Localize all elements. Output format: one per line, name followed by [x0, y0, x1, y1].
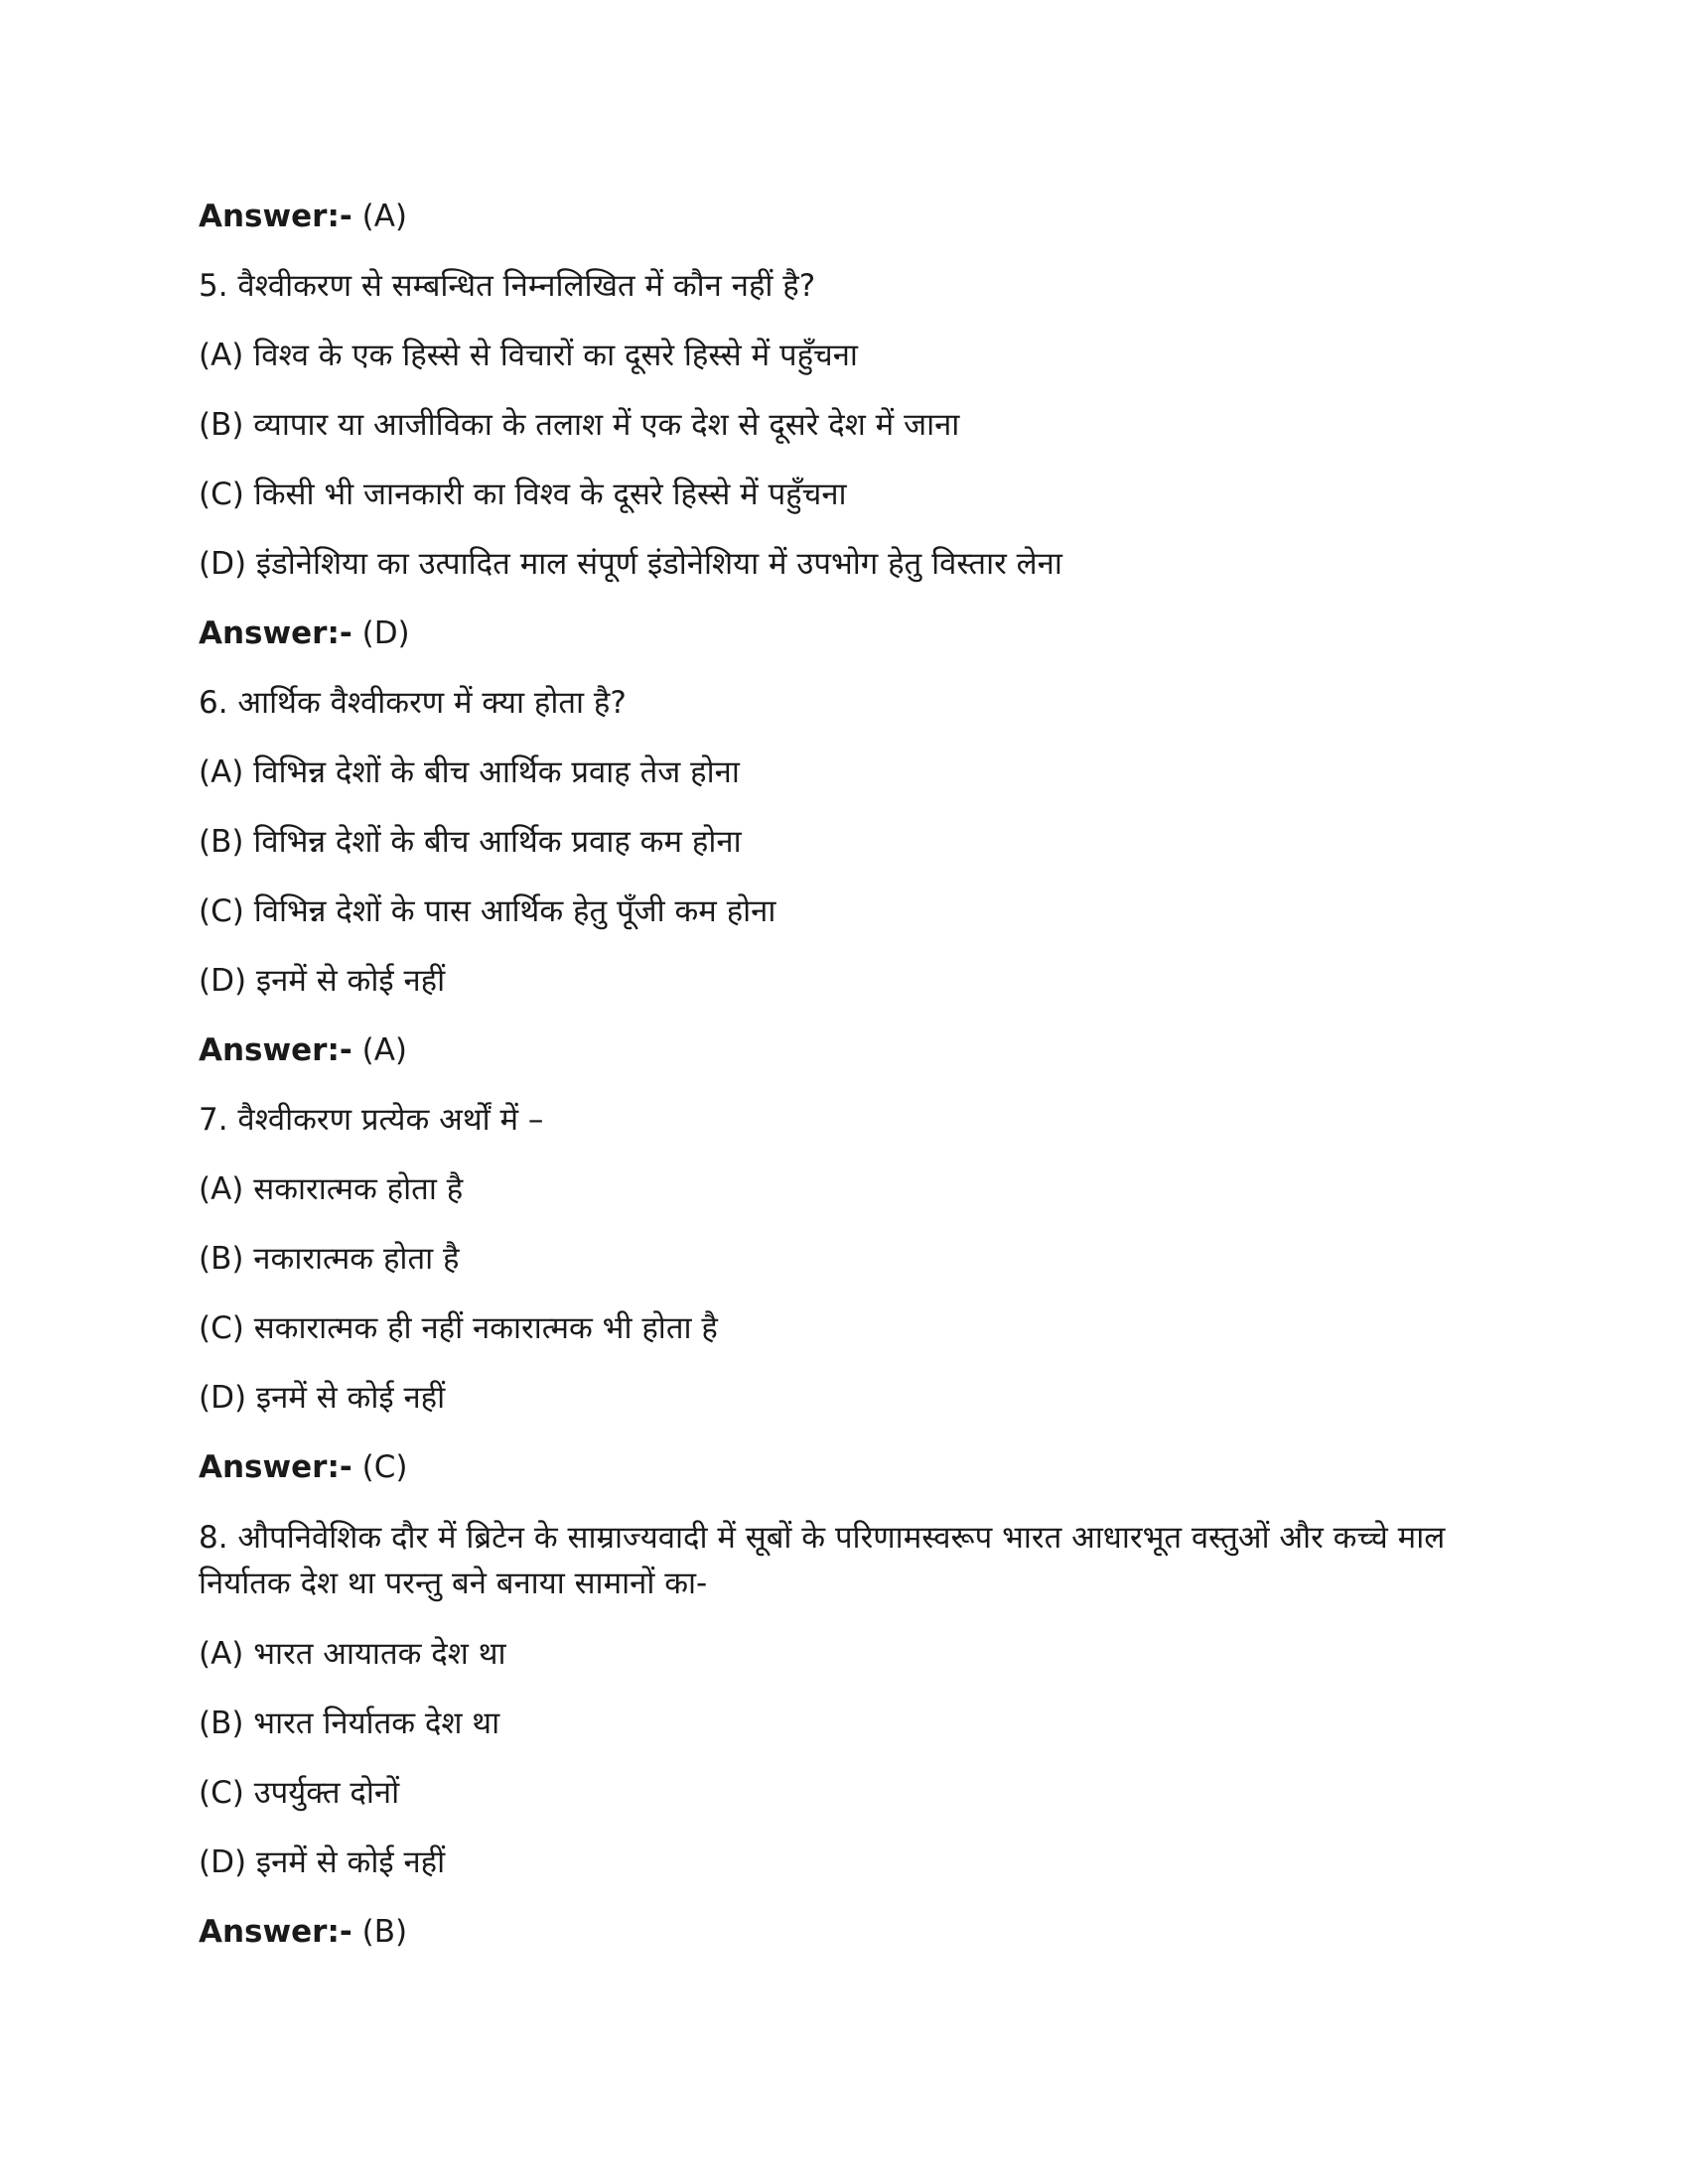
answer-line-q6 [199, 1028, 1509, 1072]
answer-value: (B) [361, 1914, 408, 1950]
answer-value: (A) [361, 1032, 407, 1068]
q6-option-b: (B) विभिन्न देशों के बीच आर्थिक प्रवाह कम होना [199, 824, 742, 860]
answer-line-q8 [199, 1910, 1509, 1954]
q8-option-a: (A) भारत आयातक देश था [199, 1636, 506, 1672]
answer-line-q7 [199, 1445, 1509, 1489]
answer-label: Answer:- [199, 1914, 352, 1950]
document-page [199, 195, 1509, 1954]
answer-value: (A) [361, 199, 407, 234]
q8-option-c: (C) उपर्युक्त दोनों [199, 1775, 400, 1811]
q5-option-c: (C) किसी भी जानकारी का विश्व के दूसरे हिस्से में पहुँचना [199, 477, 847, 512]
q5-option-a: (A) विश्व के एक हिस्से से विचारों का दूसरे हिस्से में पहुँचना [199, 338, 858, 373]
answer-value: (C) [361, 1449, 408, 1485]
q7-option-a: (A) सकारात्मक होता है [199, 1171, 464, 1207]
answer-label: Answer:- [199, 1449, 352, 1485]
q8-option-d: (D) इनमें से कोई नहीं [199, 1844, 446, 1880]
q6-option-c: (C) विभिन्न देशों के पास आर्थिक हेतु पूँजी कम होना [199, 893, 776, 929]
question-6: 6. आर्थिक वैश्वीकरण में क्या होता है? [199, 685, 627, 721]
question-7: 7. वैश्वीकरण प्रत्येक अर्थों में – [199, 1102, 544, 1138]
answer-line-q5 [199, 612, 1509, 655]
q6-option-a: (A) विभिन्न देशों के बीच आर्थिक प्रवाह तेज होना [199, 754, 740, 790]
answer-value: (D) [361, 615, 410, 651]
answer-label: Answer:- [199, 1032, 352, 1068]
q8-option-b: (B) भारत निर्यातक देश था [199, 1706, 500, 1741]
q7-option-b: (B) नकारात्मक होता है [199, 1241, 460, 1277]
q6-option-d: (D) इनमें से कोई नहीं [199, 963, 446, 999]
q7-option-c: (C) सकारात्मक ही नहीं नकारात्मक भी होता है [199, 1310, 718, 1346]
question-8: 8. औपनिवेशिक दौर में ब्रिटेन के साम्राज्यवादी में सूबों के परिणामस्वरूप भारत आधारभूत वस्तुओं और कच्चे माल निर्यातक देश था परन्तु बने बनाया सामानों का- [199, 1520, 1446, 1601]
q7-option-d: (D) इनमें से कोई नहीं [199, 1380, 446, 1416]
question-5: 5. वैश्वीकरण से सम्बन्धित निम्नलिखित में कौन नहीं है? [199, 268, 816, 304]
answer-label: Answer:- [199, 615, 352, 651]
answer-label: Answer:- [199, 199, 352, 234]
q5-option-d: (D) इंडोनेशिया का उत्पादित माल संपूर्ण इंडोनेशिया में उपभोग हेतु विस्तार लेना [199, 546, 1062, 582]
q5-option-b: (B) व्यापार या आजीविका के तलाश में एक देश से दूसरे देश में जाना [199, 407, 960, 443]
answer-line-q4 [199, 195, 1509, 238]
